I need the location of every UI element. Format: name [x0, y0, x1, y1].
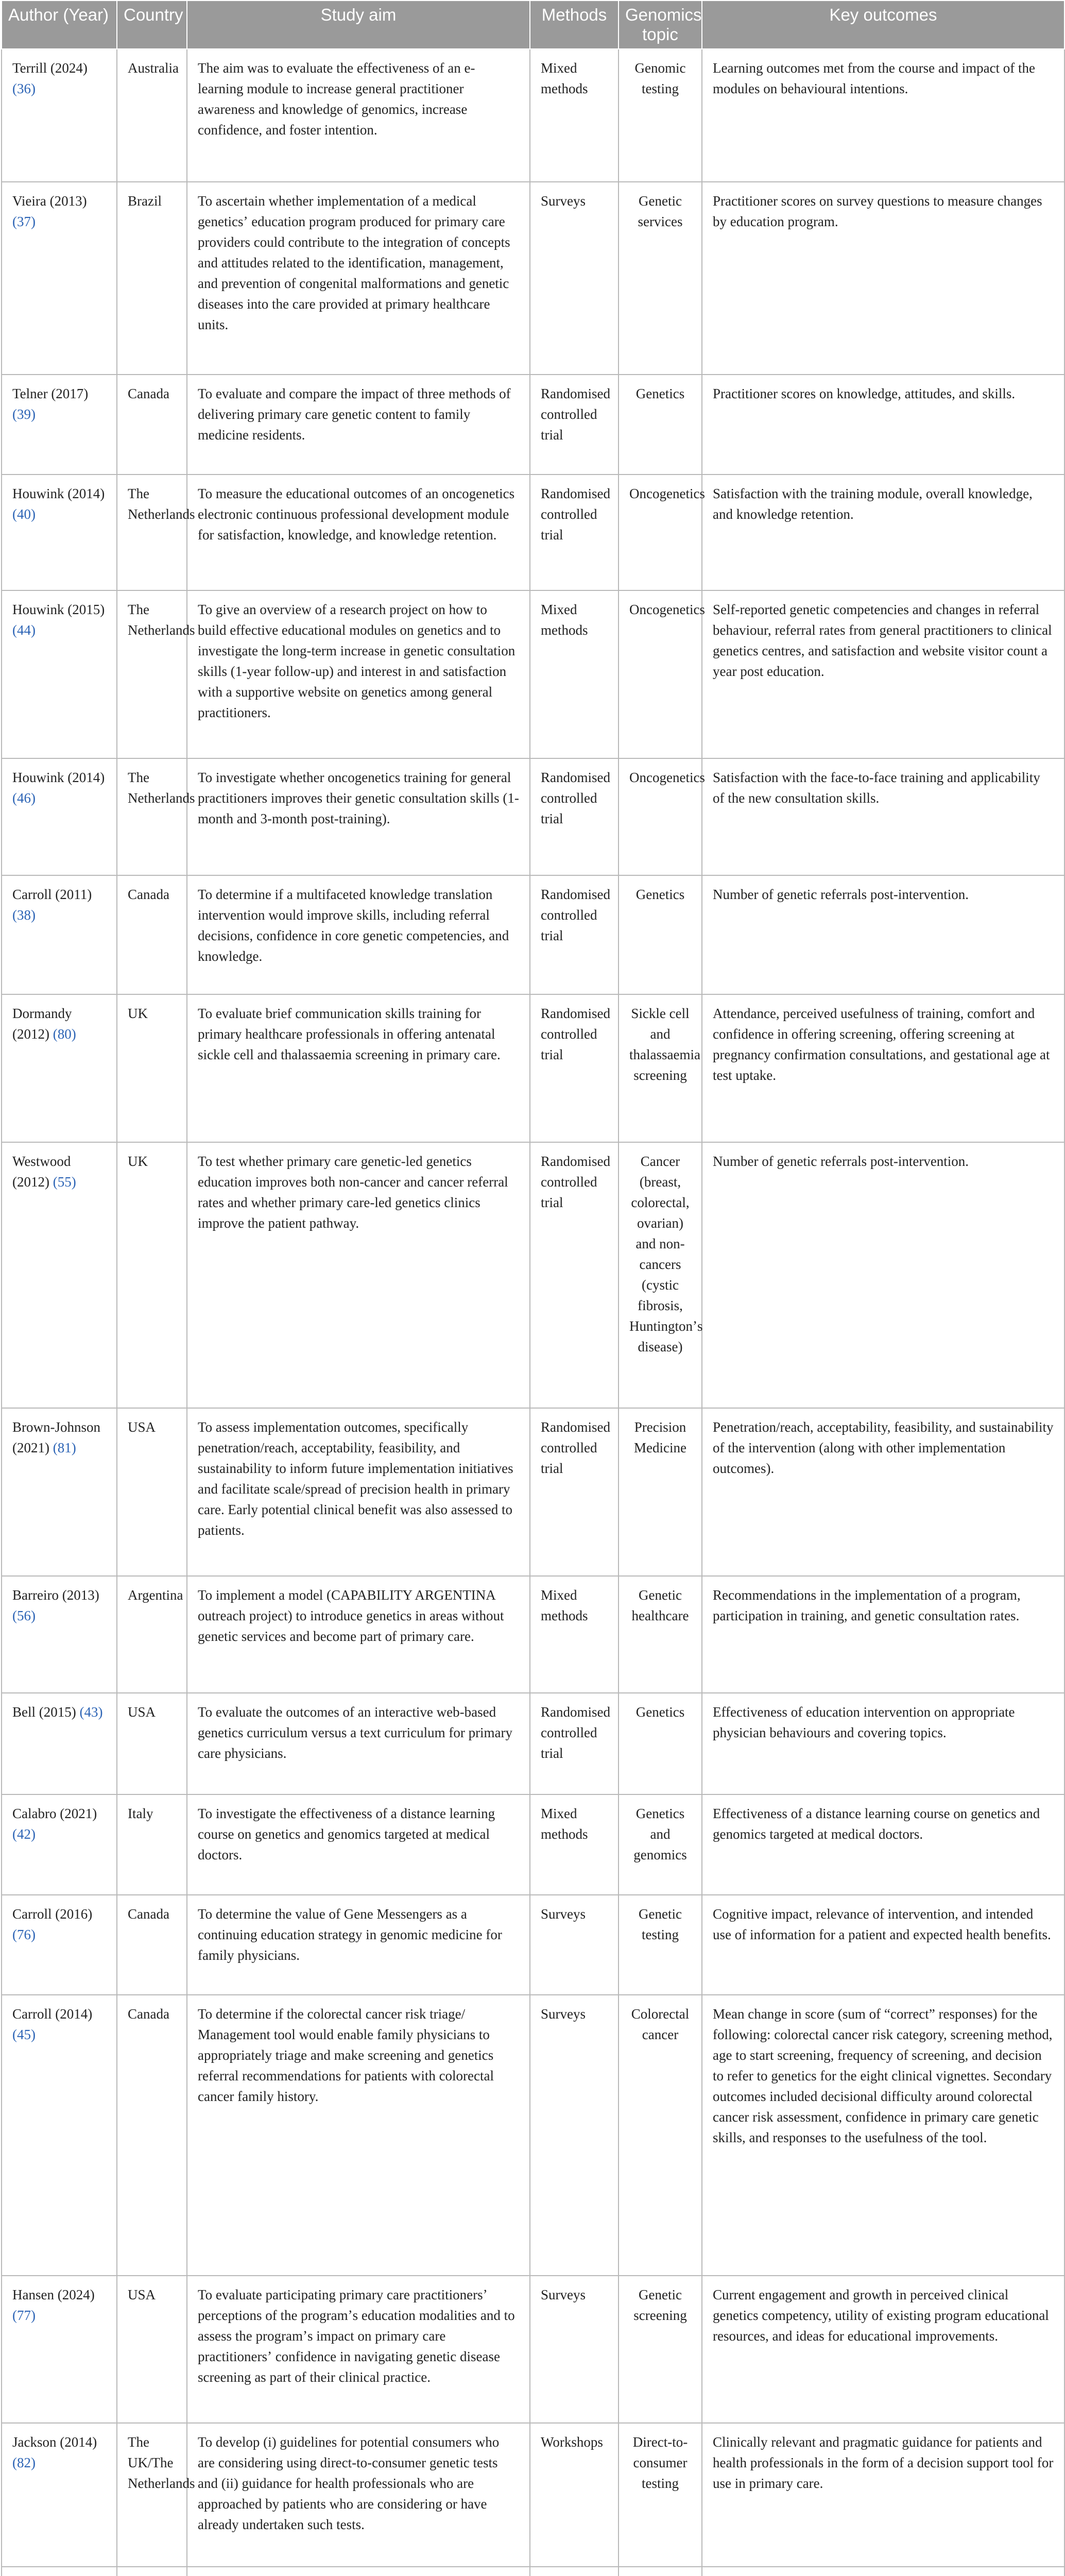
- cell-country: USA: [117, 2276, 187, 2424]
- cell-author: [2, 182, 117, 375]
- cell-author: [2, 758, 117, 875]
- reference-link[interactable]: (43): [79, 1704, 103, 1720]
- cell-outcomes: Practitioner scores on knowledge, attitudes, and skills.: [702, 375, 1064, 474]
- table-row: [2, 2567, 1064, 2576]
- author-text: Vieira (2013): [12, 193, 87, 209]
- reference-link[interactable]: (40): [12, 506, 36, 522]
- cell-aim: To determine if the colorectal cancer risk triage/ Management tool would enable family physicians to appropriately triage and make screening and genetics referral recommendations for patients with colorectal cancer family history.: [187, 1995, 530, 2276]
- table-row: [2, 1693, 1064, 1794]
- author-text: Terrill (2024): [12, 60, 88, 76]
- cell-author: [2, 49, 117, 182]
- author-text: Jackson (2014): [12, 2434, 97, 2450]
- author-text: Houwink (2014): [12, 769, 105, 785]
- reference-link[interactable]: (76): [12, 1926, 36, 1942]
- header-methods: Methods: [530, 1, 619, 49]
- cell-methods: Surveys: [530, 1895, 619, 1995]
- cell-author: [2, 2423, 117, 2566]
- cell-topic: Colorectal cancer: [619, 1995, 702, 2276]
- cell-methods: Mixed methods: [530, 1576, 619, 1693]
- cell-topic: Genomic testing: [619, 49, 702, 182]
- cell-author: [2, 1142, 117, 1408]
- cell-topic: Genetics: [619, 875, 702, 994]
- cell-outcomes: Learning outcomes met from the course and impact of the modules on behavioural intentions.: [702, 49, 1064, 182]
- cell-author: [2, 590, 117, 758]
- cell-author: [2, 1693, 117, 1794]
- cell-methods: Mixed methods: [530, 49, 619, 182]
- table-row: [2, 1995, 1064, 2276]
- cell-topic: Genetic testing: [619, 1895, 702, 1995]
- cell-country: Australia: [117, 49, 187, 182]
- cell-aim: To develop (i) guidelines for potential consumers who are considering using direct-to-consumer genetic tests and (ii) guidance for health professionals who are approached by patients who are considering or have already undertaken such tests.: [187, 2423, 530, 2566]
- reference-link[interactable]: (45): [12, 2026, 36, 2042]
- reference-link[interactable]: (55): [53, 1174, 76, 1190]
- cell-outcomes: [702, 2567, 1064, 2576]
- table-row: [2, 1142, 1064, 1408]
- cell-methods: Surveys: [530, 182, 619, 375]
- cell-aim: To investigate whether oncogenetics training for general practitioners improves their genetic consultation skills (1-month and 3-month post-training).: [187, 758, 530, 875]
- cell-country: UK: [117, 994, 187, 1142]
- author-text: Bell (2015): [12, 1704, 76, 1720]
- table-row: [2, 182, 1064, 375]
- cell-outcomes: Number of genetic referrals post-intervention.: [702, 875, 1064, 994]
- cell-author: [2, 2276, 117, 2424]
- reference-link[interactable]: (80): [53, 1026, 76, 1042]
- table-row: [2, 375, 1064, 474]
- cell-topic: Genetics: [619, 375, 702, 474]
- cell-methods: Randomised controlled trial: [530, 1142, 619, 1408]
- cell-methods: Randomised controlled trial: [530, 875, 619, 994]
- cell-aim: To evaluate brief communication skills training for primary healthcare professionals in offering antenatal sickle cell and thalassaemia screening in primary care.: [187, 994, 530, 1142]
- cell-methods: Mixed methods: [530, 590, 619, 758]
- cell-outcomes: Self-reported genetic competencies and changes in referral behaviour, referral rates from general practitioners to clinical genetics centres, and satisfaction and website visitor count a year post education.: [702, 590, 1064, 758]
- author-text: Carroll (2014): [12, 2006, 93, 2022]
- header-aim: Study aim: [187, 1, 530, 49]
- cell-country: USA: [117, 1693, 187, 1794]
- table-row: [2, 1895, 1064, 1995]
- table-row: [2, 1408, 1064, 1576]
- cell-aim: To determine the value of Gene Messengers as a continuing education strategy in genomic medicine for family physicians.: [187, 1895, 530, 1995]
- header-country: Country: [117, 1, 187, 49]
- cell-aim: To investigate the effectiveness of a distance learning course on genetics and genomics targeted at medical doctors.: [187, 1794, 530, 1895]
- author-text: Telner (2017): [12, 385, 89, 401]
- cell-methods: Randomised controlled trial: [530, 758, 619, 875]
- cell-topic: Genetics and genomics: [619, 1794, 702, 1895]
- cell-aim: To determine if a multifaceted knowledge translation intervention would improve skills, including referral decisions, confidence in core genetic competencies, and knowledge.: [187, 875, 530, 994]
- reference-link[interactable]: (46): [12, 790, 36, 806]
- table-row: [2, 49, 1064, 182]
- studies-table: [1, 0, 1065, 2576]
- cell-aim: To implement a model (CAPABILITY ARGENTINA outreach project) to introduce genetics in areas without genetic services and become part of primary care.: [187, 1576, 530, 1693]
- header-outcomes: Key outcomes: [702, 1, 1064, 49]
- cell-author: [2, 994, 117, 1142]
- cell-author: [2, 875, 117, 994]
- cell-outcomes: Effectiveness of a distance learning course on genetics and genomics targeted at medical doctors.: [702, 1794, 1064, 1895]
- cell-methods: Randomised controlled trial: [530, 1693, 619, 1794]
- cell-topic: Genetic healthcare: [619, 1576, 702, 1693]
- cell-topic: Genetic services: [619, 182, 702, 375]
- reference-link[interactable]: (38): [12, 907, 36, 923]
- cell-outcomes: Effectiveness of education intervention on appropriate physician behaviours and covering topics.: [702, 1693, 1064, 1794]
- cell-outcomes: Cognitive impact, relevance of intervention, and intended use of information for a patient and expected health benefits.: [702, 1895, 1064, 1995]
- cell-country: Canada: [117, 875, 187, 994]
- cell-country: Argentina: [117, 1576, 187, 1693]
- reference-link[interactable]: (81): [53, 1439, 76, 1455]
- cell-country: [117, 2567, 187, 2576]
- cell-methods: Mixed methods: [530, 1794, 619, 1895]
- cell-author: [2, 1408, 117, 1576]
- cell-topic: Direct-to-consumer testing: [619, 2423, 702, 2566]
- cell-aim: To measure the educational outcomes of an oncogenetics electronic continuous professional development module for satisfaction, knowledge, and knowledge retention.: [187, 474, 530, 590]
- cell-methods: Surveys: [530, 2276, 619, 2424]
- cell-outcomes: Mean change in score (sum of “correct” responses) for the following: colorectal cancer risk category, screening method, age to start screening, frequency of screening, and decision to refer to genetics for the eight clinical vignettes. Secondary outcomes included decisional difficulty around colorectal cancer risk assessment, confidence in primary care genetic skills, and responses to the usefulness of the tool.: [702, 1995, 1064, 2276]
- cell-author: [2, 375, 117, 474]
- cell-methods: Randomised controlled trial: [530, 1408, 619, 1576]
- cell-topic: Oncogenetics: [619, 590, 702, 758]
- cell-country: Canada: [117, 1995, 187, 2276]
- cell-aim: [187, 2567, 530, 2576]
- author-text: Barreiro (2013): [12, 1587, 99, 1603]
- cell-author: [2, 2567, 117, 2576]
- cell-author: [2, 1794, 117, 1895]
- cell-country: The Netherlands: [117, 474, 187, 590]
- cell-country: The Netherlands: [117, 758, 187, 875]
- cell-methods: [530, 2567, 619, 2576]
- cell-aim: To test whether primary care genetic-led genetics education improves both non-cancer and cancer referral rates and whether primary care-led genetics clinics improve the patient pathway.: [187, 1142, 530, 1408]
- cell-author: [2, 474, 117, 590]
- cell-aim: The aim was to evaluate the effectiveness of an e-learning module to increase general practitioner awareness and knowledge of genomics, increase confidence, and foster intention.: [187, 49, 530, 182]
- cell-outcomes: Current engagement and growth in perceived clinical genetics competency, utility of existing program educational resources, and ideas for educational improvements.: [702, 2276, 1064, 2424]
- author-text: Houwink (2015): [12, 601, 105, 617]
- table-row: [2, 1576, 1064, 1693]
- cell-topic: [619, 2567, 702, 2576]
- author-text: Westwood (2012): [12, 1153, 71, 1190]
- reference-link[interactable]: (36): [12, 81, 36, 96]
- reference-link[interactable]: (42): [12, 1826, 36, 1842]
- cell-methods: Randomised controlled trial: [530, 474, 619, 590]
- cell-topic: Oncogenetics: [619, 474, 702, 590]
- cell-country: USA: [117, 1408, 187, 1576]
- cell-author: [2, 1895, 117, 1995]
- cell-outcomes: Clinically relevant and pragmatic guidance for patients and health professionals in the form of a decision support tool for use in primary care.: [702, 2423, 1064, 2566]
- cell-country: Italy: [117, 1794, 187, 1895]
- cell-topic: Genetics: [619, 1693, 702, 1794]
- cell-outcomes: Recommendations in the implementation of a program, participation in training, and genetic consultation rates.: [702, 1576, 1064, 1693]
- reference-link[interactable]: (37): [12, 214, 36, 230]
- cell-country: Brazil: [117, 182, 187, 375]
- table-row: [2, 758, 1064, 875]
- table-body: [2, 49, 1064, 2576]
- cell-topic: Sickle cell and thalassaemia screening: [619, 994, 702, 1142]
- header-author: Author (Year): [2, 1, 117, 49]
- author-text: Hansen (2024): [12, 2286, 95, 2302]
- cell-aim: To evaluate and compare the impact of three methods of delivering primary care genetic content to family medicine residents.: [187, 375, 530, 474]
- cell-topic: Cancer (breast, colorectal, ovarian) and non-cancers (cystic fibrosis, Huntingtonʼs disease): [619, 1142, 702, 1408]
- reference-link[interactable]: (56): [12, 1608, 36, 1624]
- cell-topic: Oncogenetics: [619, 758, 702, 875]
- cell-aim: To give an overview of a research project on how to build effective educational modules on genetics and to investigate the long-term increase in genetic consultation skills (1-year follow-up) and interest in and satisfaction with a supportive website on genetics among general practitioners.: [187, 590, 530, 758]
- cell-author: [2, 1576, 117, 1693]
- header-topic: Genomics topic: [619, 1, 702, 49]
- cell-country: The UK/The Netherlands: [117, 2423, 187, 2566]
- cell-author: [2, 1995, 117, 2276]
- cell-aim: To evaluate the outcomes of an interactive web-based genetics curriculum versus a text curriculum for primary care physicians.: [187, 1693, 530, 1794]
- cell-methods: Workshops: [530, 2423, 619, 2566]
- cell-country: UK: [117, 1142, 187, 1408]
- author-text: Dormandy (2012): [12, 1005, 72, 1042]
- cell-methods: Randomised controlled trial: [530, 375, 619, 474]
- cell-country: Canada: [117, 375, 187, 474]
- reference-link[interactable]: (44): [12, 622, 36, 638]
- author-text: Calabro (2021): [12, 1805, 97, 1821]
- table-row: [2, 2423, 1064, 2566]
- cell-outcomes: Practitioner scores on survey questions to measure changes by education program.: [702, 182, 1064, 375]
- reference-link[interactable]: (82): [12, 2455, 36, 2471]
- cell-outcomes: Penetration/reach, acceptability, feasibility, and sustainability of the intervention (along with other implementation outcomes).: [702, 1408, 1064, 1576]
- cell-outcomes: Number of genetic referrals post-intervention.: [702, 1142, 1064, 1408]
- cell-topic: Genetic screening: [619, 2276, 702, 2424]
- cell-methods: Randomised controlled trial: [530, 994, 619, 1142]
- table-row: [2, 590, 1064, 758]
- cell-aim: To assess implementation outcomes, specifically penetration/reach, acceptability, feasibility, and sustainability to inform future implementation initiatives and facilitate scale/spread of precision health in primary care. Early potential clinical benefit was also assessed to patients.: [187, 1408, 530, 1576]
- cell-topic: Precision Medicine: [619, 1408, 702, 1576]
- cell-aim: To evaluate participating primary care practitionersʼ perceptions of the programʼs education modalities and to assess the programʼs impact on primary care practitionersʼ confidence in navigating genetic disease screening as part of their clinical practice.: [187, 2276, 530, 2424]
- author-text: Carroll (2016): [12, 1906, 93, 1922]
- cell-outcomes: Satisfaction with the training module, overall knowledge, and knowledge retention.: [702, 474, 1064, 590]
- cell-aim: To ascertain whether implementation of a medical geneticsʼ education program produced for primary care providers could contribute to the integration of concepts and attitudes related to the identification, management, and prevention of congenital malformations and genetic diseases into the care provided at primary healthcare units.: [187, 182, 530, 375]
- author-text: Carroll (2011): [12, 886, 92, 902]
- reference-link[interactable]: (77): [12, 2307, 36, 2323]
- table-header: [2, 1, 1064, 49]
- cell-country: The Netherlands: [117, 590, 187, 758]
- table-row: [2, 474, 1064, 590]
- author-text: Brown-Johnson (2021): [12, 1419, 101, 1455]
- cell-outcomes: Satisfaction with the face-to-face training and applicability of the new consultation skills.: [702, 758, 1064, 875]
- table-row: [2, 2276, 1064, 2424]
- author-text: Houwink (2014): [12, 485, 105, 501]
- table-row: [2, 1794, 1064, 1895]
- table-row: [2, 994, 1064, 1142]
- cell-country: Canada: [117, 1895, 187, 1995]
- table-row: [2, 875, 1064, 994]
- cell-outcomes: Attendance, perceived usefulness of training, comfort and confidence in offering screening, offering screening at pregnancy confirmation consultations, and gestational age at test uptake.: [702, 994, 1064, 1142]
- reference-link[interactable]: (39): [12, 406, 36, 422]
- cell-methods: Surveys: [530, 1995, 619, 2276]
